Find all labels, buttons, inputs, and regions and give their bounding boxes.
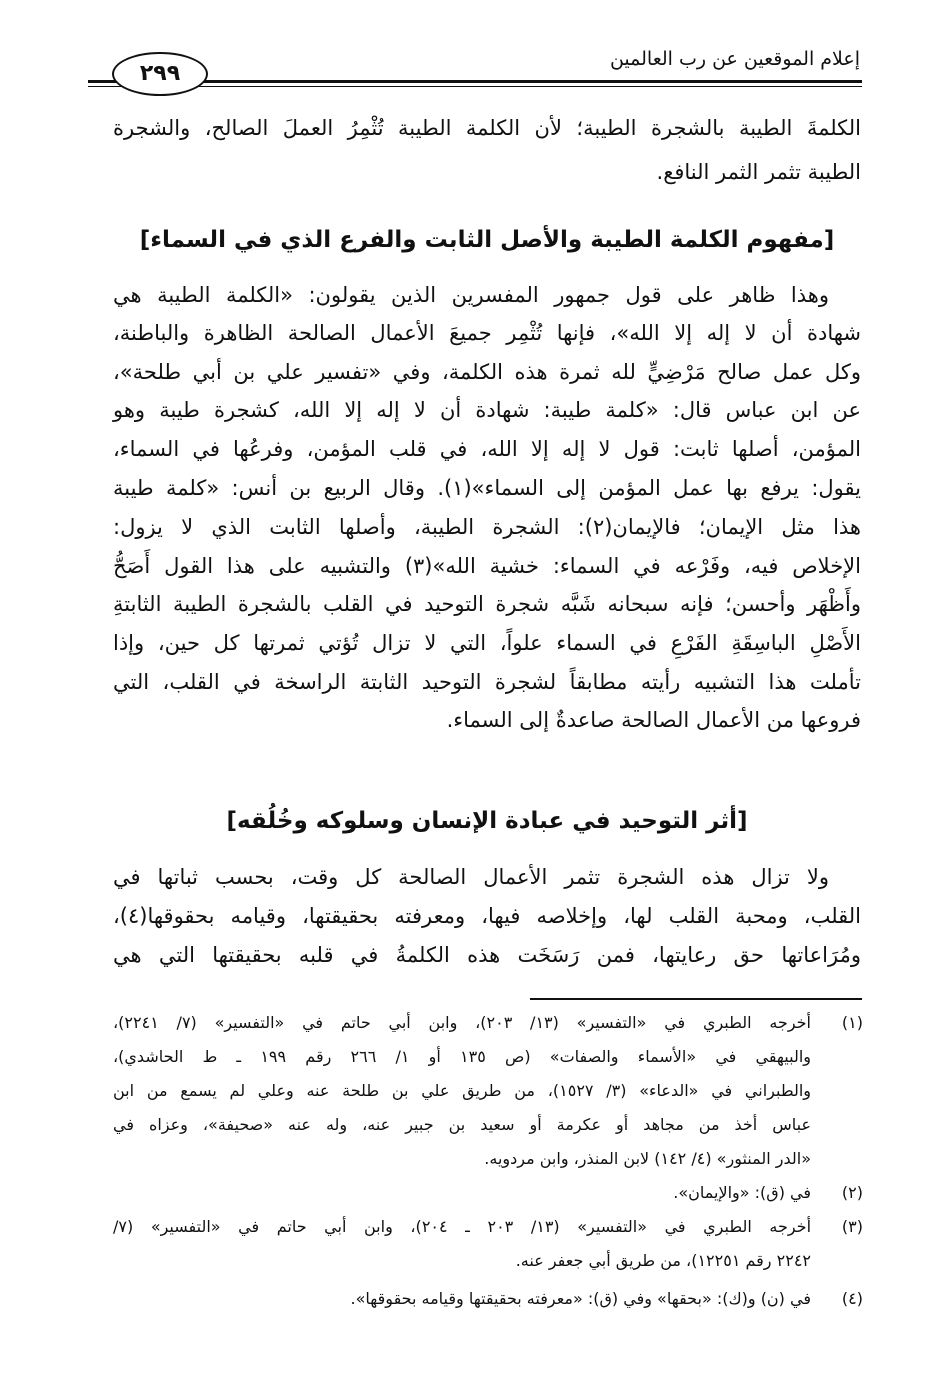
- section-heading: [مفهوم الكلمة الطيبة والأصل الثابت والفرع الذي في السماء]: [139, 227, 835, 253]
- body-line: الكلمةَ الطيبة بالشجرة الطيبة؛ لأن الكلمة الطيبة تُثْمِرُ العملَ الصالح، والشجرة: [113, 116, 861, 140]
- body-line: ولا تزال هذه الشجرة تثمر الأعمال الصالحة كل وقت، بحسب ثباتها في: [113, 865, 829, 889]
- footnote-text: والبيهقي في «الأسماء والصفات» (ص ١٣٥ أو ١/ ٢٦٦ رقم ١٩٩ ـ ط الحاشدي)،: [113, 1047, 812, 1066]
- section-heading: [أثر التوحيد في عبادة الإنسان وسلوكه وخُلُقه]: [226, 808, 748, 834]
- body-line: وأَظْهَر وأحسن؛ فإنه سبحانه شَبَّه شجرة التوحيد في القلب بالشجرة الطيبة الثابتةِ: [113, 592, 861, 616]
- body-line: يقول: يرفع بها عمل المؤمن إلى السماء»(١). وقال الربيع بن أنس: «كلمة طيبة: [113, 476, 861, 500]
- footnote-line: [113, 1178, 863, 1208]
- footnote-text: في (ق): «والإيمان».: [673, 1183, 811, 1202]
- body-line: فروعها من الأعمال الصالحة صاعدةٌ إلى السماء.: [446, 708, 861, 732]
- header-rule-thin: [88, 86, 862, 87]
- footnote-text: والطبراني في «الدعاء» (٣/ ١٥٢٧)، من طريق علي بن طلحة عنه وعلي لم يسمع من ابن: [113, 1081, 811, 1100]
- footnote-number: (٣): [841, 1217, 863, 1236]
- footnote-separator: [530, 998, 862, 1000]
- footnote-text: ٢٢٤٢ رقم ١٢٢٥١)، من طريق أبي جعفر عنه.: [515, 1251, 811, 1270]
- body-line: الأَصْلِ الباسِقَةِ الفَرْعِ في السماء علواً، التي لا تزال تُؤتي ثمرتها كل حين، وإذا: [113, 631, 861, 655]
- body-line: عن ابن عباس قال: «كلمة طيبة: شهادة أن لا إله إلا الله، كشجرة طيبة وهو: [113, 398, 861, 422]
- body-line: القلب، ومحبة القلب لها، وإخلاصه فيها، ومعرفته بحقيقتها، وقيامه بحقوقها(٤)،: [113, 904, 861, 928]
- footnote-text: في (ن) و(ك): «بحقها» وفي (ق): «معرفته بحقيقتها وقيامه بحقوقها».: [350, 1289, 811, 1308]
- footnote-text: عباس أخذ من مجاهد أو عكرمة أو سعيد بن جبير عنه، وله عنه «صحيفة»، وعزاه في: [113, 1115, 811, 1134]
- footnote-text: أخرجه الطبري في «التفسير» (١٣/ ٢٠٣)، وابن أبي حاتم في «التفسير» (٧/ ٢٢٤١)،: [113, 1013, 811, 1032]
- body-line: وكل عمل صالح مَرْضِيٍّ لله ثمرة هذه الكلمة، وفي «تفسير علي بن أبي طلحة»،: [113, 360, 861, 384]
- footnote-text: «الدر المنثور» (٤/ ١٤٢) لابن المنذر، وابن مردويه.: [484, 1149, 811, 1168]
- body-line: الإخلاص فيه، وفَرْعه في السماء: خشية الله»(٣) والتشبيه على هذا القول أَصَحُّ: [113, 554, 861, 578]
- footnote-text: أخرجه الطبري في «التفسير» (١٣/ ٢٠٣ ـ ٢٠٤)، وابن أبي حاتم في «التفسير» (٧/: [113, 1217, 812, 1236]
- footnote-line: [113, 1008, 863, 1038]
- body-line: تأملت هذا التشبيه رأيته مطابقاً لشجرة التوحيد الثابتة الراسخة في القلب، التي: [113, 670, 861, 694]
- footnote-number: (٢): [841, 1183, 863, 1202]
- body-line: وهذا ظاهر على قول جمهور المفسرين الذين يقولون: «الكلمة الطيبة هي: [113, 283, 829, 307]
- footnote-line: [113, 1144, 863, 1174]
- footnote-number: (١): [841, 1013, 863, 1032]
- page-number: ٢٩٩: [112, 52, 208, 96]
- footnote-line: [113, 1042, 863, 1072]
- body-line: شهادة أن لا إله إلا الله»، فإنها تُثْمِر جميعَ الأعمال الصالحة الظاهرة والباطنة،: [113, 321, 861, 345]
- footnote-line: [113, 1246, 863, 1276]
- footnote-line: [113, 1110, 863, 1140]
- body-line: ومُرَاعاتها حق رعايتها، فمن رَسَخَت هذه الكلمةُ في قلبه بحقيقتها التي هي: [113, 943, 861, 967]
- footnote-line: [113, 1284, 863, 1314]
- footnote-line: [113, 1076, 863, 1106]
- body-line: هذا مثل الإيمان؛ فالإيمان(٢): الشجرة الطيبة، وأصلها الثابت الذي لا يزول:: [113, 515, 862, 539]
- body-line: المؤمن، أصلها ثابت: قول لا إله إلا الله، في قلب المؤمن، وفرعُها في السماء،: [113, 437, 861, 461]
- body-line: الطيبة تثمر الثمر النافع.: [656, 160, 861, 184]
- footnote-number: (٤): [841, 1289, 863, 1308]
- running-header-title: إعلام الموقعين عن رب العالمين: [609, 48, 860, 70]
- footnote-line: [113, 1212, 863, 1242]
